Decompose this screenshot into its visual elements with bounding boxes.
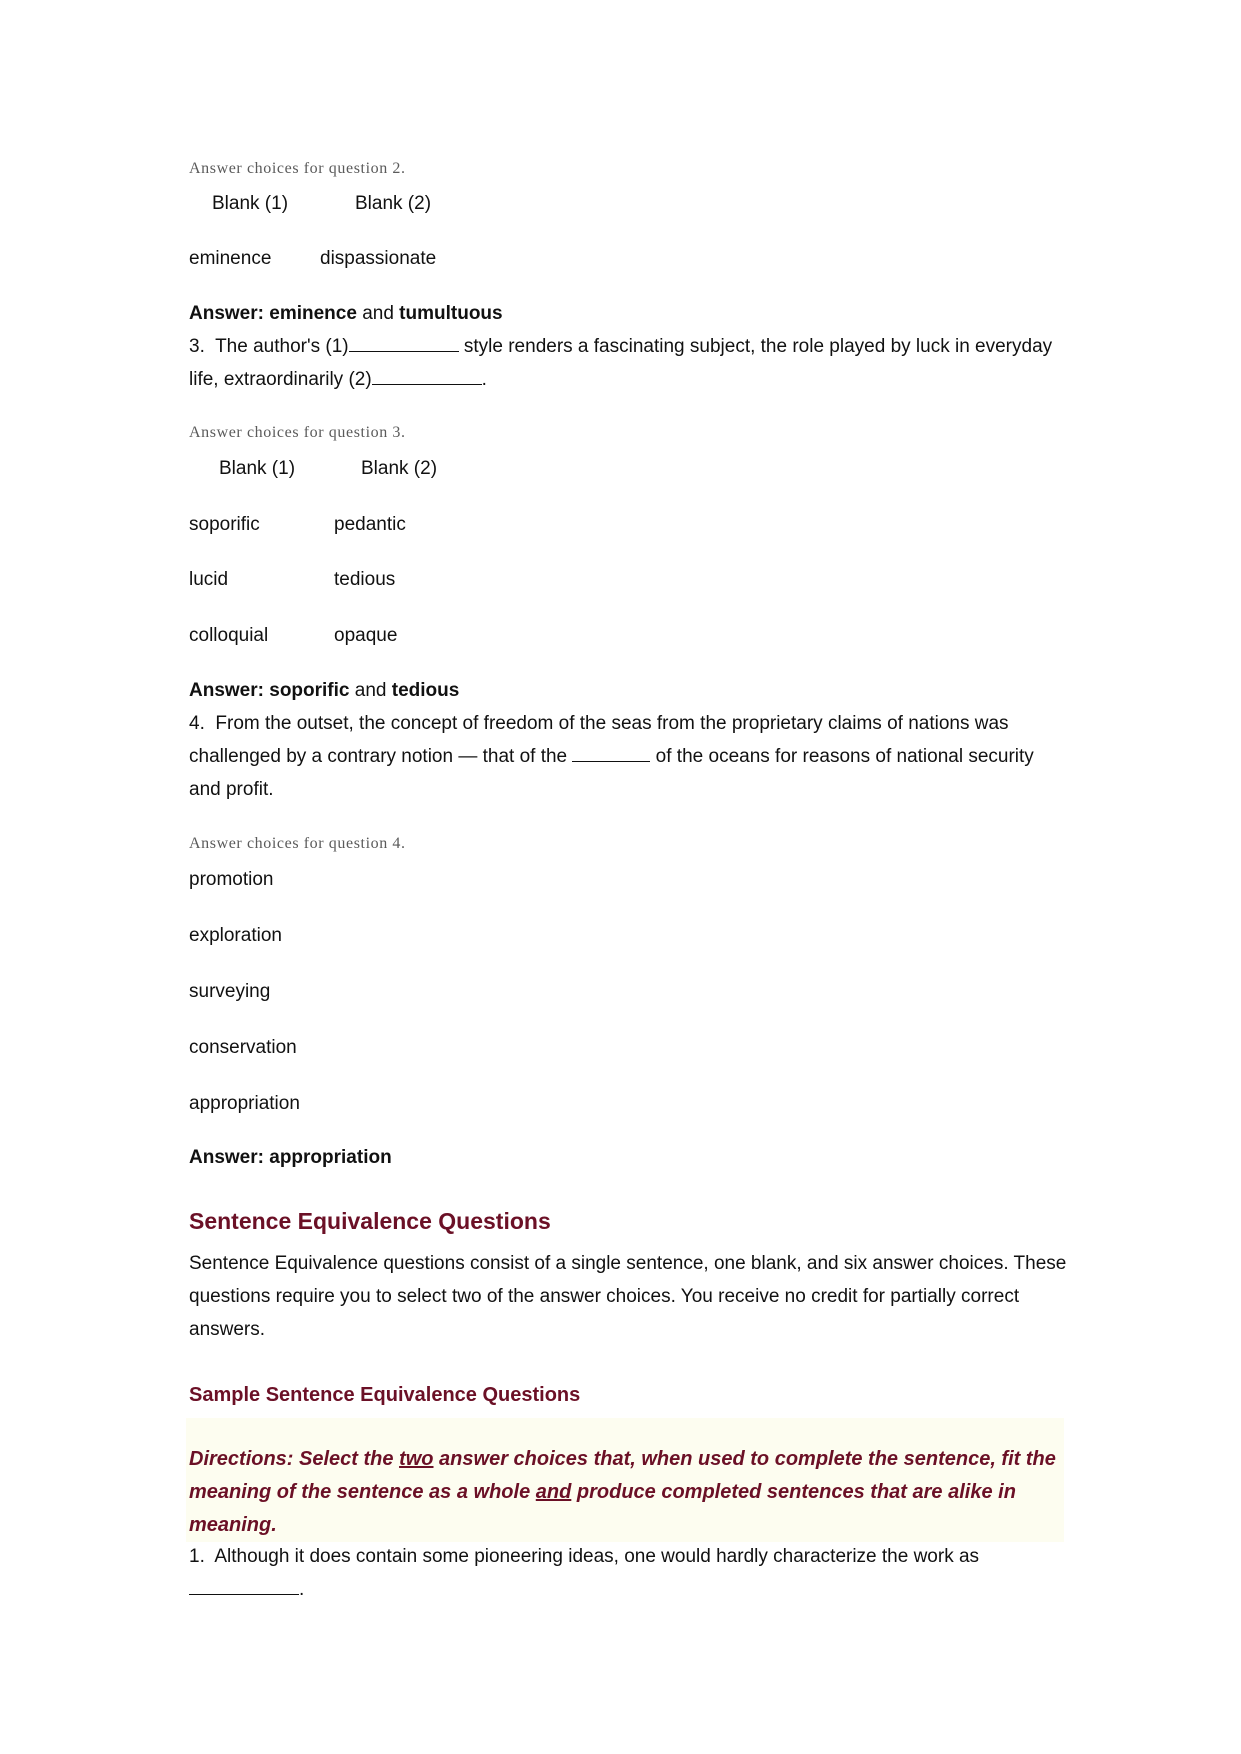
q4-choice-4: conservation: [189, 1037, 297, 1058]
q3-number: 3.: [189, 336, 205, 357]
section-title: Sentence Equivalence Questions: [189, 1208, 551, 1234]
se-q1-text-b: .: [299, 1579, 305, 1600]
q4-choice-5: appropriation: [189, 1093, 300, 1114]
directions-text-a: Directions: Select the: [189, 1448, 400, 1470]
se-q1-question: [189, 1540, 1069, 1606]
directions-emphasis-two: two: [399, 1448, 434, 1470]
directions-emphasis-and: and: [535, 1481, 572, 1503]
q3-choice-2a: lucid: [189, 569, 229, 590]
q3-choice-3b: opaque: [334, 625, 398, 646]
directions: [189, 1443, 1069, 1542]
q4-choice-1: promotion: [189, 869, 274, 890]
q4-answer-value: appropriation: [269, 1147, 392, 1168]
se-q1-text-a: Although it does contain some pioneering ideas, one would hardly characterize the work as: [214, 1546, 980, 1567]
q4-text-b: of the oceans for reasons of national security and profit.: [189, 746, 1034, 800]
q2-col2-header: Blank (2): [355, 193, 432, 214]
q4-question: [189, 707, 1069, 806]
q3-choice-2b: tedious: [334, 569, 396, 590]
directions-text-b: answer choices that, when used to complete the sentence, fit the meaning of the sentence as a whole: [189, 1448, 1056, 1503]
q3-col1-header: Blank (1): [219, 458, 296, 479]
q3-answer-1: soporific: [269, 680, 350, 701]
q3-question: [189, 330, 1069, 396]
section-subtitle: Sample Sentence Equivalence Questions: [189, 1384, 581, 1406]
q4-choice-2: exploration: [189, 925, 282, 946]
q4-caption: Answer choices for question 4.: [189, 835, 406, 852]
section-intro: Sentence Equivalence questions consist of a single sentence, one blank, and six answer choices. These questions require you to select two of the answer choices. You receive no credit for partially correct answers.: [189, 1253, 1067, 1340]
q4-blank: [572, 742, 650, 762]
q3-text-c: .: [481, 369, 487, 390]
q3-answer-2: tedious: [391, 680, 460, 701]
q3-blank-1: [349, 332, 459, 352]
q3-choice-1b: pedantic: [334, 514, 406, 535]
q4-answer-label: Answer:: [189, 1147, 264, 1168]
q2-answer-label: Answer:: [189, 303, 264, 324]
q2-answer: [189, 297, 503, 330]
q4-text-a: From the outset, the concept of freedom of the seas from the proprietary claims of nations was challenged by a contrary notion — that of the: [189, 713, 1009, 767]
q3-caption: Answer choices for question 3.: [189, 424, 406, 441]
q3-text-a: The author's (1): [215, 336, 349, 357]
q4-answer: [189, 1141, 392, 1174]
q3-answer-joiner: and: [354, 680, 387, 701]
q3-blank-2: [372, 365, 482, 385]
q3-col2-header: Blank (2): [361, 458, 438, 479]
q4-number: 4.: [189, 713, 205, 734]
q2-caption: Answer choices for question 2.: [189, 160, 406, 177]
q3-choice-3a: colloquial: [189, 625, 269, 646]
se-q1-blank: [189, 1575, 299, 1595]
q3-choice-1a: soporific: [189, 514, 260, 535]
directions-text-c: produce completed sentences that are alike in meaning.: [189, 1481, 1016, 1536]
q3-answer-label: Answer:: [189, 680, 264, 701]
q3-answer: [189, 674, 459, 707]
q2-answer-joiner: and: [362, 303, 394, 324]
q2-col1-header: Blank (1): [212, 193, 289, 214]
q2-choice-1a: eminence: [189, 248, 272, 269]
q2-answer-1: eminence: [269, 303, 357, 324]
q2-choice-1b: dispassionate: [320, 248, 437, 269]
se-q1-number: 1.: [189, 1546, 205, 1567]
q2-answer-2: tumultuous: [399, 303, 503, 324]
q4-choice-3: surveying: [189, 981, 271, 1002]
q3-text-b: style renders a fascinating subject, the role played by luck in everyday life, extraordinarily (2): [189, 336, 1053, 390]
